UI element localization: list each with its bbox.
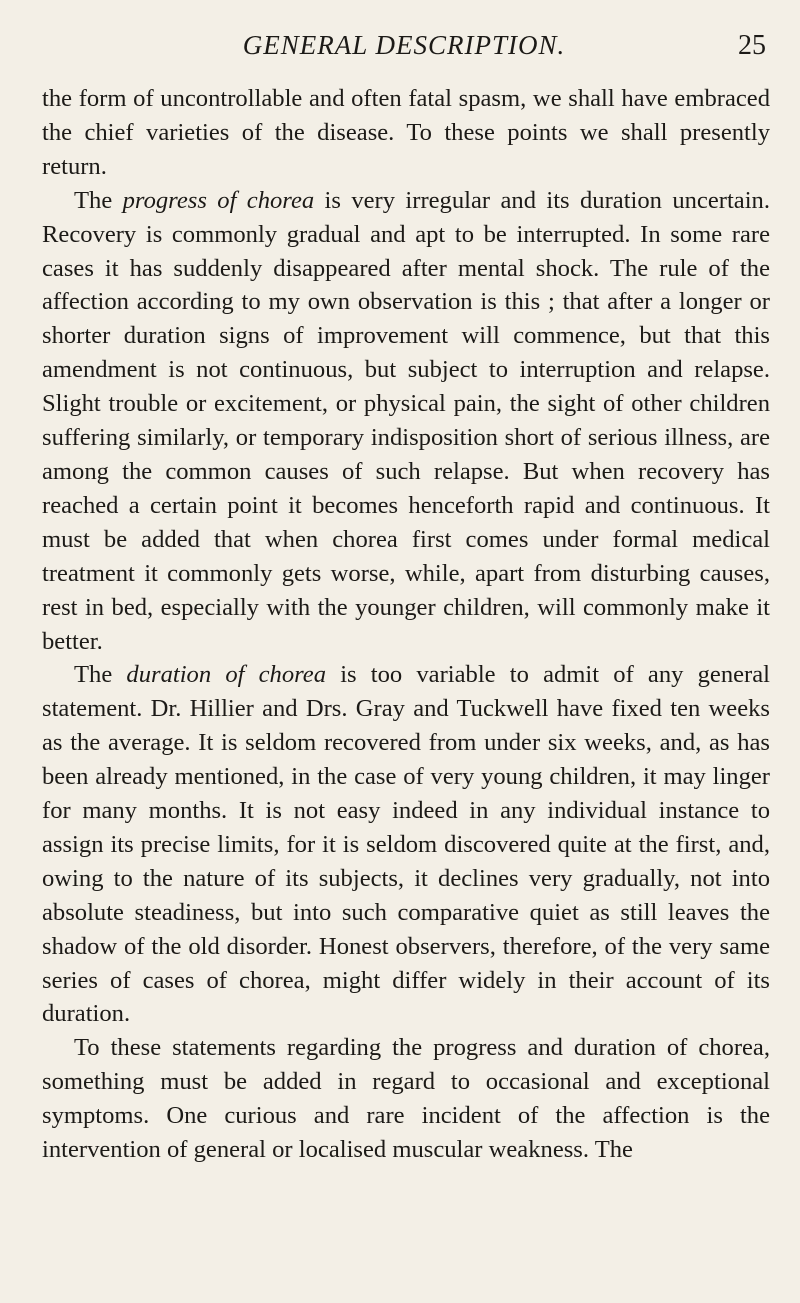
paragraph-duration-of-chorea: [42, 658, 770, 1031]
paragraph-exceptional-symptoms: [42, 1031, 770, 1167]
text-segment: is very irregular and its duration uncertain. Recovery is commonly gradual and apt to be interrupted. In some rare cases it has suddenly disappeared after mental shock. The rule of the affection according to my own observation is this ; that after a longer or shorter duration signs of improvement will commence, but that this amendment is not continuous, but subject to interruption and relapse. Slight trouble or excitement, or physical pain, the sight of other children suffering similarly, or temporary indisposition short of serious illness, are among the common causes of such relapse. But when recovery has reached a certain point it becomes henceforth rapid and continuous. It must be added that when chorea first comes under formal medical treatment it commonly gets worse, while, apart from disturbing causes, rest in bed, especially with the younger children, will commonly make it better.: [42, 186, 770, 655]
running-head: [42, 30, 766, 70]
text-segment: The: [74, 661, 127, 689]
running-title: GENERAL DESCRIPTION.: [242, 30, 566, 60]
body-text: [42, 82, 770, 1167]
text-segment: the form of uncontrollable and often fatal spasm, we shall have embraced the chief varieties of the disease. To these points we shall presently return.: [42, 85, 770, 180]
italic-term: duration of chorea: [126, 661, 327, 689]
italic-term: progress of chorea: [122, 186, 315, 214]
page-number: 25: [738, 30, 766, 61]
text-segment: is too variable to admit of any general statement. Dr. Hillier and Drs. Gray and Tuckwell have fixed ten weeks as the average. It is seldom recovered from under six weeks, and, as has been already mentioned, in the case of very young children, it may linger for many months. It is not easy indeed in any individual instance to assign its precise limits, for it is seldom discovered quite at the first, and, owing to the nature of its subjects, it declines very gradually, not into absolute steadiness, but into such comparative quiet as still leaves the shadow of the old disorder. Honest observers, therefore, of the very same series of cases of chorea, might differ widely in their account of its duration.: [42, 661, 770, 1028]
paragraph-continuation: [42, 82, 770, 184]
paragraph-progress-of-chorea: [42, 184, 770, 659]
text-segment: To these statements regarding the progress and duration of chorea, something must be added in regard to occasional and exceptional symptoms. One curious and rare incident of the affection is the intervention of general or localised muscular weakness. The: [42, 1034, 770, 1164]
text-segment: The: [74, 186, 123, 214]
